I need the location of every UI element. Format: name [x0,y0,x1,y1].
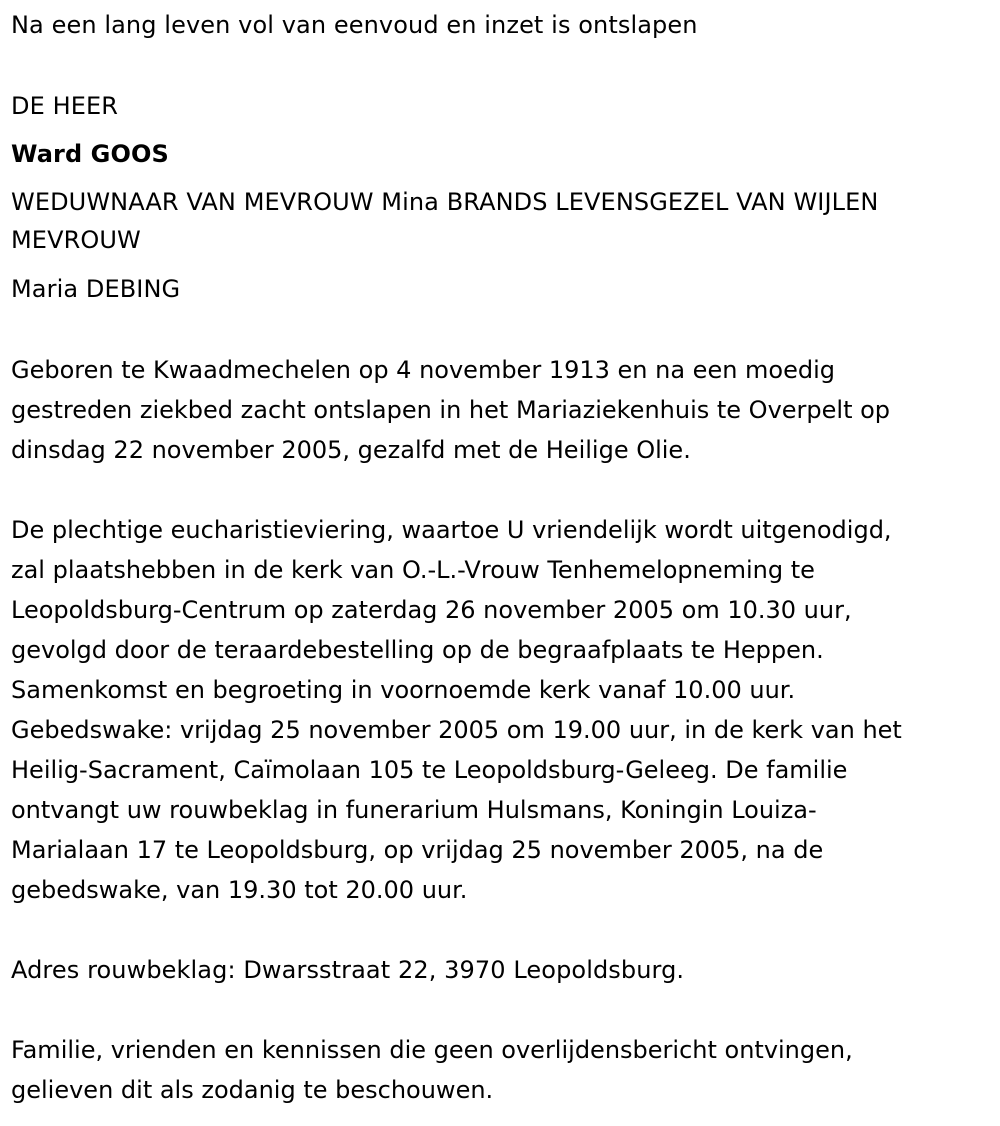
closing-line: Familie, vrienden en kennissen die geen overlijdensbericht ontvingen, [11,1036,853,1064]
service-line: gevolgd door de teraardebestelling op de begraafplaats te Heppen. [11,636,824,664]
birth-paragraph [11,350,991,470]
condolence-address: Adres rouwbeklag: Dwarsstraat 22, 3970 Leopoldsburg. [11,956,685,984]
relation-line-2: MEVROUW [11,226,141,254]
intro-text: Na een lang leven vol van eenvoud en inzet is ontslapen [11,11,698,39]
service-line: gebedswake, van 19.30 tot 20.00 uur. [11,876,468,904]
deceased-name: Ward GOOS [11,140,169,168]
service-line: Leopoldsburg-Centrum op zaterdag 26 november 2005 om 10.30 uur, [11,596,852,624]
service-paragraph [11,510,991,910]
partner-name: Maria DEBING [11,275,181,303]
birth-line: dinsdag 22 november 2005, gezalfd met de Heilige Olie. [11,436,691,464]
service-line: De plechtige eucharistieviering, waartoe U vriendelijk wordt uitgenodigd, [11,516,892,544]
service-line: zal plaatshebben in de kerk van O.-L.-Vrouw Tenhemelopneming te [11,556,815,584]
birth-line: Geboren te Kwaadmechelen op 4 november 1913 en na een moedig [11,356,836,384]
honorific: DE HEER [11,92,119,120]
relation-line-1: WEDUWNAAR VAN MEVROUW Mina BRANDS LEVENSGEZEL VAN WIJLEN [11,188,879,216]
closing-line: gelieven dit als zodanig te beschouwen. [11,1076,494,1104]
service-line: ontvangt uw rouwbeklag in funerarium Hulsmans, Koningin Louiza- [11,796,817,824]
service-line: Marialaan 17 te Leopoldsburg, op vrijdag 25 november 2005, na de [11,836,824,864]
closing-paragraph [11,1030,991,1110]
birth-line: gestreden ziekbed zacht ontslapen in het Mariaziekenhuis te Overpelt op [11,396,891,424]
service-line: Samenkomst en begroeting in voornoemde kerk vanaf 10.00 uur. [11,676,796,704]
service-line: Gebedswake: vrijdag 25 november 2005 om 19.00 uur, in de kerk van het [11,716,902,744]
service-line: Heilig-Sacrament, Caïmolaan 105 te Leopoldsburg-Geleeg. De familie [11,756,848,784]
